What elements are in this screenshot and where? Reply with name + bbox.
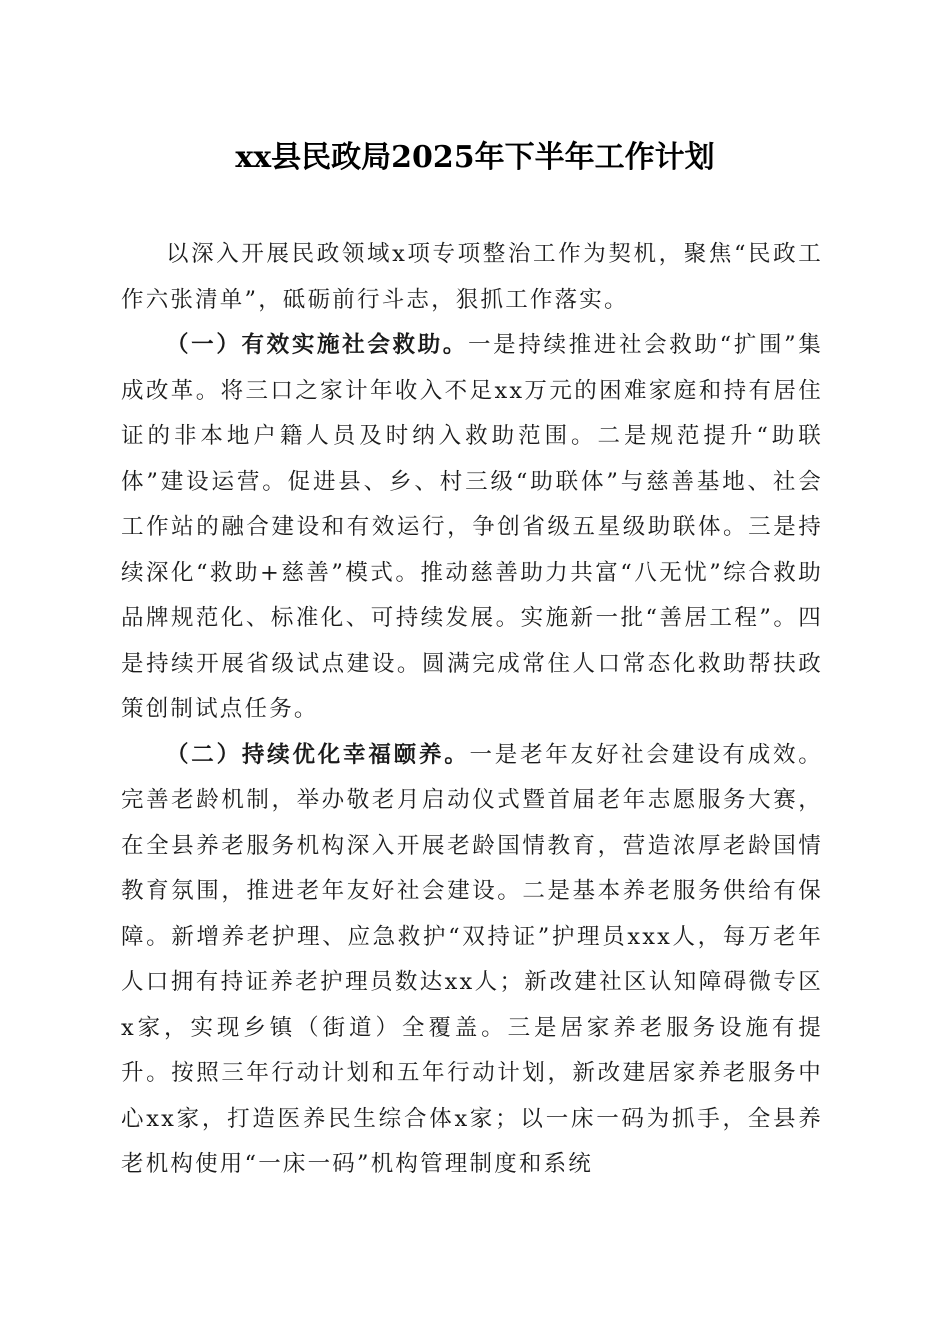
paragraph-text: 以深入开展民政领域x项专项整治工作为契机，聚焦“民政工作六张清单”，砥砺前行斗志，狠抓工作落实。 bbox=[121, 241, 823, 313]
paragraph-heading: （二）持续优化幸福颐养。 bbox=[166, 741, 470, 768]
paragraph-heading: （一）有效实施社会救助。 bbox=[166, 332, 468, 358]
document-title: xx县民政局2025年下半年工作计划 bbox=[235, 140, 715, 175]
document-body bbox=[121, 232, 823, 1188]
paragraph-social-assistance bbox=[121, 323, 823, 733]
paragraph-text: 一是老年友好社会建设有成效。完善老龄机制，举办敬老月启动仪式暨首届老年志愿服务大赛，在全县养老服务机构深入开展老龄国情教育，营造浓厚老龄国情教育氛围，推进老年友好社会建设。二是基本养老服务供给有保障。新增养老护理、应急救护“双持证”护理员xxx人，每万老年人口拥有持证养老护理员数达xx人；新改建社区认知障碍微专区x家，实现乡镇（街道）全覆盖。三是居家养老服务设施有提升。按照三年行动计划和五年行动计划，新改建居家养老服务中心xx家，打造医养民生综合体x家；以一床一码为抓手，全县养老机构使用“一床一码”机构管理制度和系统 bbox=[121, 741, 823, 1177]
paragraph-intro bbox=[121, 232, 823, 323]
paragraph-elderly-care bbox=[121, 733, 823, 1188]
paragraph-text: 一是持续推进社会救助“扩围”集成改革。将三口之家计年收入不足xx万元的困难家庭和持有居住证的非本地户籍人员及时纳入救助范围。二是规范提升“助联体”建设运营。促进县、乡、村三级“助联体”与慈善基地、社会工作站的融合建设和有效运行，争创省级五星级助联体。三是持续深化“救助+慈善”模式。推动慈善助力共富“八无忧”综合救助品牌规范化、标准化、可持续发展。实施新一批“善居工程”。四是持续开展省级试点建设。圆满完成常住人口常态化救助帮扶政策创制试点任务。 bbox=[121, 332, 823, 722]
